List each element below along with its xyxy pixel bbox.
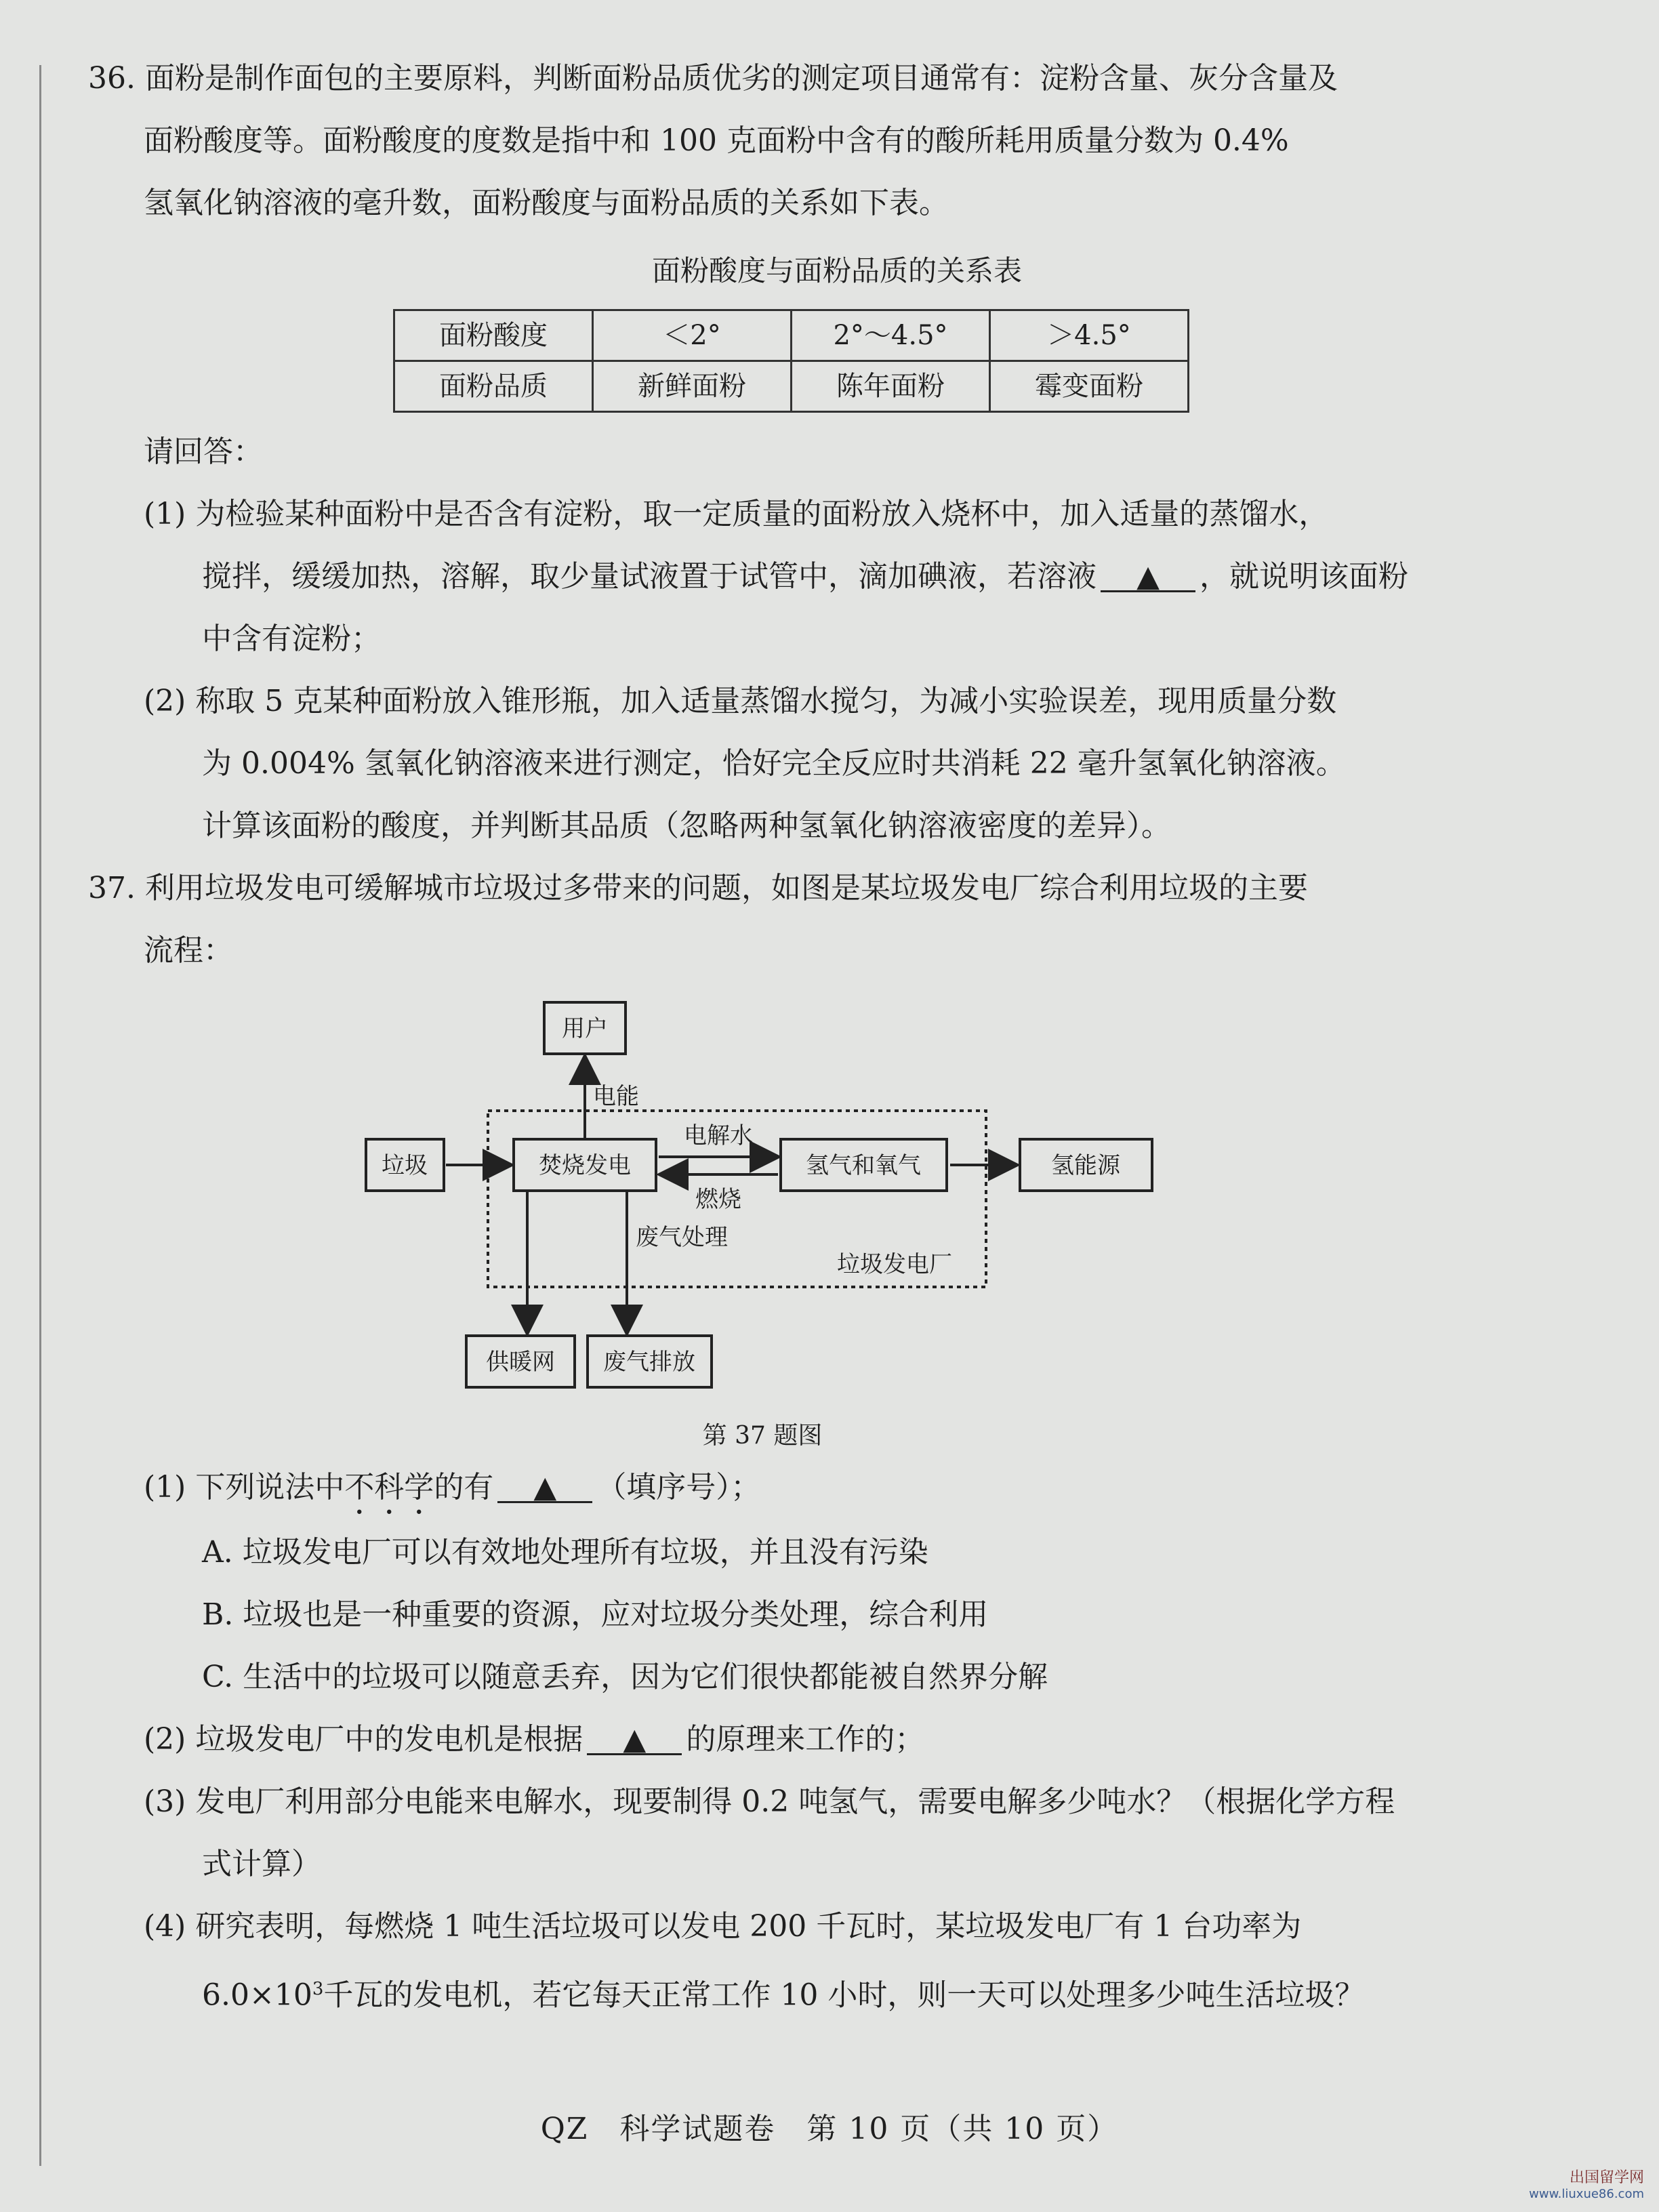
garbage-label: 垃圾 (382, 1152, 428, 1179)
page-footer: QZ 科学试题卷 第 10 页（共 10 页） (540, 2112, 1119, 2146)
figure-caption: 第 37 题图 (702, 1422, 823, 1450)
table-cell: 面粉品质 (394, 361, 593, 412)
watermark-url: www.liuxue86.com (1529, 2187, 1644, 2201)
combustion-label: 燃烧 (695, 1186, 741, 1213)
q37-part1 (88, 1456, 1586, 1521)
flow-diagram-svg (88, 982, 1586, 1416)
emphasis-text: 不科学 (344, 1470, 434, 1504)
q36-line-3: 氢氧化钠溶液的毫升数，面粉酸度与面粉品质的关系如下表。 (144, 186, 949, 220)
q37-part4-line1: (4) 研究表明，每燃烧 1 吨生活垃圾可以发电 200 千瓦时，某垃圾发电厂有 1 台功率为 (144, 1909, 1302, 1944)
table-cell: 2°～4.5° (792, 310, 990, 361)
q36-part2-line1: (2) 称取 5 克某种面粉放入锥形瓶，加入适量蒸馏水搅匀，为减小实验误差，现用质量分数 (144, 684, 1337, 718)
table-cell: 霉变面粉 (990, 361, 1189, 412)
garbage-power-flow-diagram (88, 982, 1586, 1416)
q36-line-2: 面粉酸度等。面粉酸度的度数是指中和 100 克面粉中含有的酸所耗用质量分数为 0.4% (144, 123, 1289, 158)
q36-part2-line2: 为 0.004% 氢氧化钠溶液来进行测定，恰好完全反应时共消耗 22 毫升氢氧化钠溶液。 (202, 746, 1346, 781)
option-a: A. 垃圾发电厂可以有效地处理所有垃圾，并且没有污染 (202, 1535, 928, 1570)
text-span: （填序号）； (596, 1470, 761, 1504)
plant-label: 垃圾发电厂 (837, 1251, 952, 1278)
text-span: (1) 下列说法中 (144, 1470, 345, 1504)
exhaust-emission-label: 废气排放 (603, 1349, 695, 1376)
q36-part1-line3: 中含有淀粉； (202, 621, 381, 656)
h2o2-label: 氢气和氧气 (806, 1152, 921, 1179)
table-title: 面粉酸度与面粉品质的关系表 (651, 254, 1022, 287)
q37-part4-line2 (88, 1958, 1586, 2027)
exhaust-treatment-label: 废气处理 (636, 1224, 728, 1251)
table-cell: 陈年面粉 (792, 361, 990, 412)
q37-part3-line2: 式计算） (202, 1847, 321, 1881)
q36-part1-line2 (88, 546, 1586, 608)
watermark-site: 出国留学网 (1569, 2169, 1644, 2186)
q37-line-2: 流程： (144, 933, 233, 968)
answer-blank[interactable]: ▲ (497, 1474, 592, 1503)
text-span: 搅拌，缓缓加热，溶解，取少量试液置于试管中，滴加碘液，若溶液 (202, 559, 1097, 594)
q36-part2-line3: 计算该面粉的酸度，并判断其品质（忽略两种氢氧化钠溶液密度的差异）。 (202, 808, 1171, 843)
table-cell: 面粉酸度 (394, 310, 593, 361)
heating-label: 供暖网 (486, 1349, 555, 1376)
answer-blank[interactable]: ▲ (587, 1726, 682, 1755)
acidity-quality-table (393, 309, 1189, 413)
table-cell: 新鲜面粉 (593, 361, 792, 412)
superscript: 3 (312, 1979, 324, 1999)
user-label: 用户 (562, 1015, 608, 1042)
table-row (394, 361, 1189, 412)
q37-line-1: 37. 利用垃圾发电可缓解城市垃圾过多带来的问题，如图是某垃圾发电厂综合利用垃圾的主要 (88, 871, 1308, 905)
table-cell: ＜2° (593, 310, 792, 361)
text-span: 的有 (434, 1470, 494, 1504)
table-row (394, 310, 1189, 361)
text-span: ，就说明该面粉 (1200, 559, 1408, 594)
q37-part2 (88, 1708, 1586, 1771)
page-binding-line (39, 65, 41, 2166)
table-cell: ＞4.5° (990, 310, 1189, 361)
hydrogen-energy-label: 氢能源 (1051, 1152, 1120, 1179)
text-span: 的原理来工作的； (686, 1722, 925, 1757)
q37-part3-line1: (3) 发电厂利用部分电能来电解水，现要制得 0.2 吨氢气，需要电解多少吨水？（根据化学方程 (144, 1784, 1395, 1819)
text-span: 千瓦的发电机，若它每天正常工作 10 小时，则一天可以处理多少吨生活垃圾？ (323, 1978, 1365, 2013)
exam-page (88, 47, 1586, 2027)
q36-prompt: 请回答： (144, 434, 263, 469)
text-span: (2) 垃圾发电厂中的发电机是根据 (144, 1722, 583, 1757)
option-c: C. 生活中的垃圾可以随意丢弃，因为它们很快都能被自然界分解 (202, 1660, 1048, 1694)
answer-blank[interactable]: ▲ (1101, 563, 1195, 592)
incineration-label: 焚烧发电 (539, 1152, 631, 1179)
text-span: 6.0×10 (202, 1978, 312, 2013)
electricity-label: 电能 (593, 1083, 639, 1110)
electrolysis-label: 电解水 (684, 1122, 753, 1149)
watermark (1529, 2170, 1644, 2203)
option-b: B. 垃圾也是一种重要的资源，应对垃圾分类处理，综合利用 (202, 1597, 989, 1632)
q36-line-1: 36. 面粉是制作面包的主要原料，判断面粉品质优劣的测定项目通常有：淀粉含量、灰分含量及 (88, 61, 1338, 96)
q36-part1-line1: (1) 为检验某种面粉中是否含有淀粉，取一定质量的面粉放入烧杯中，加入适量的蒸馏水， (144, 497, 1329, 531)
